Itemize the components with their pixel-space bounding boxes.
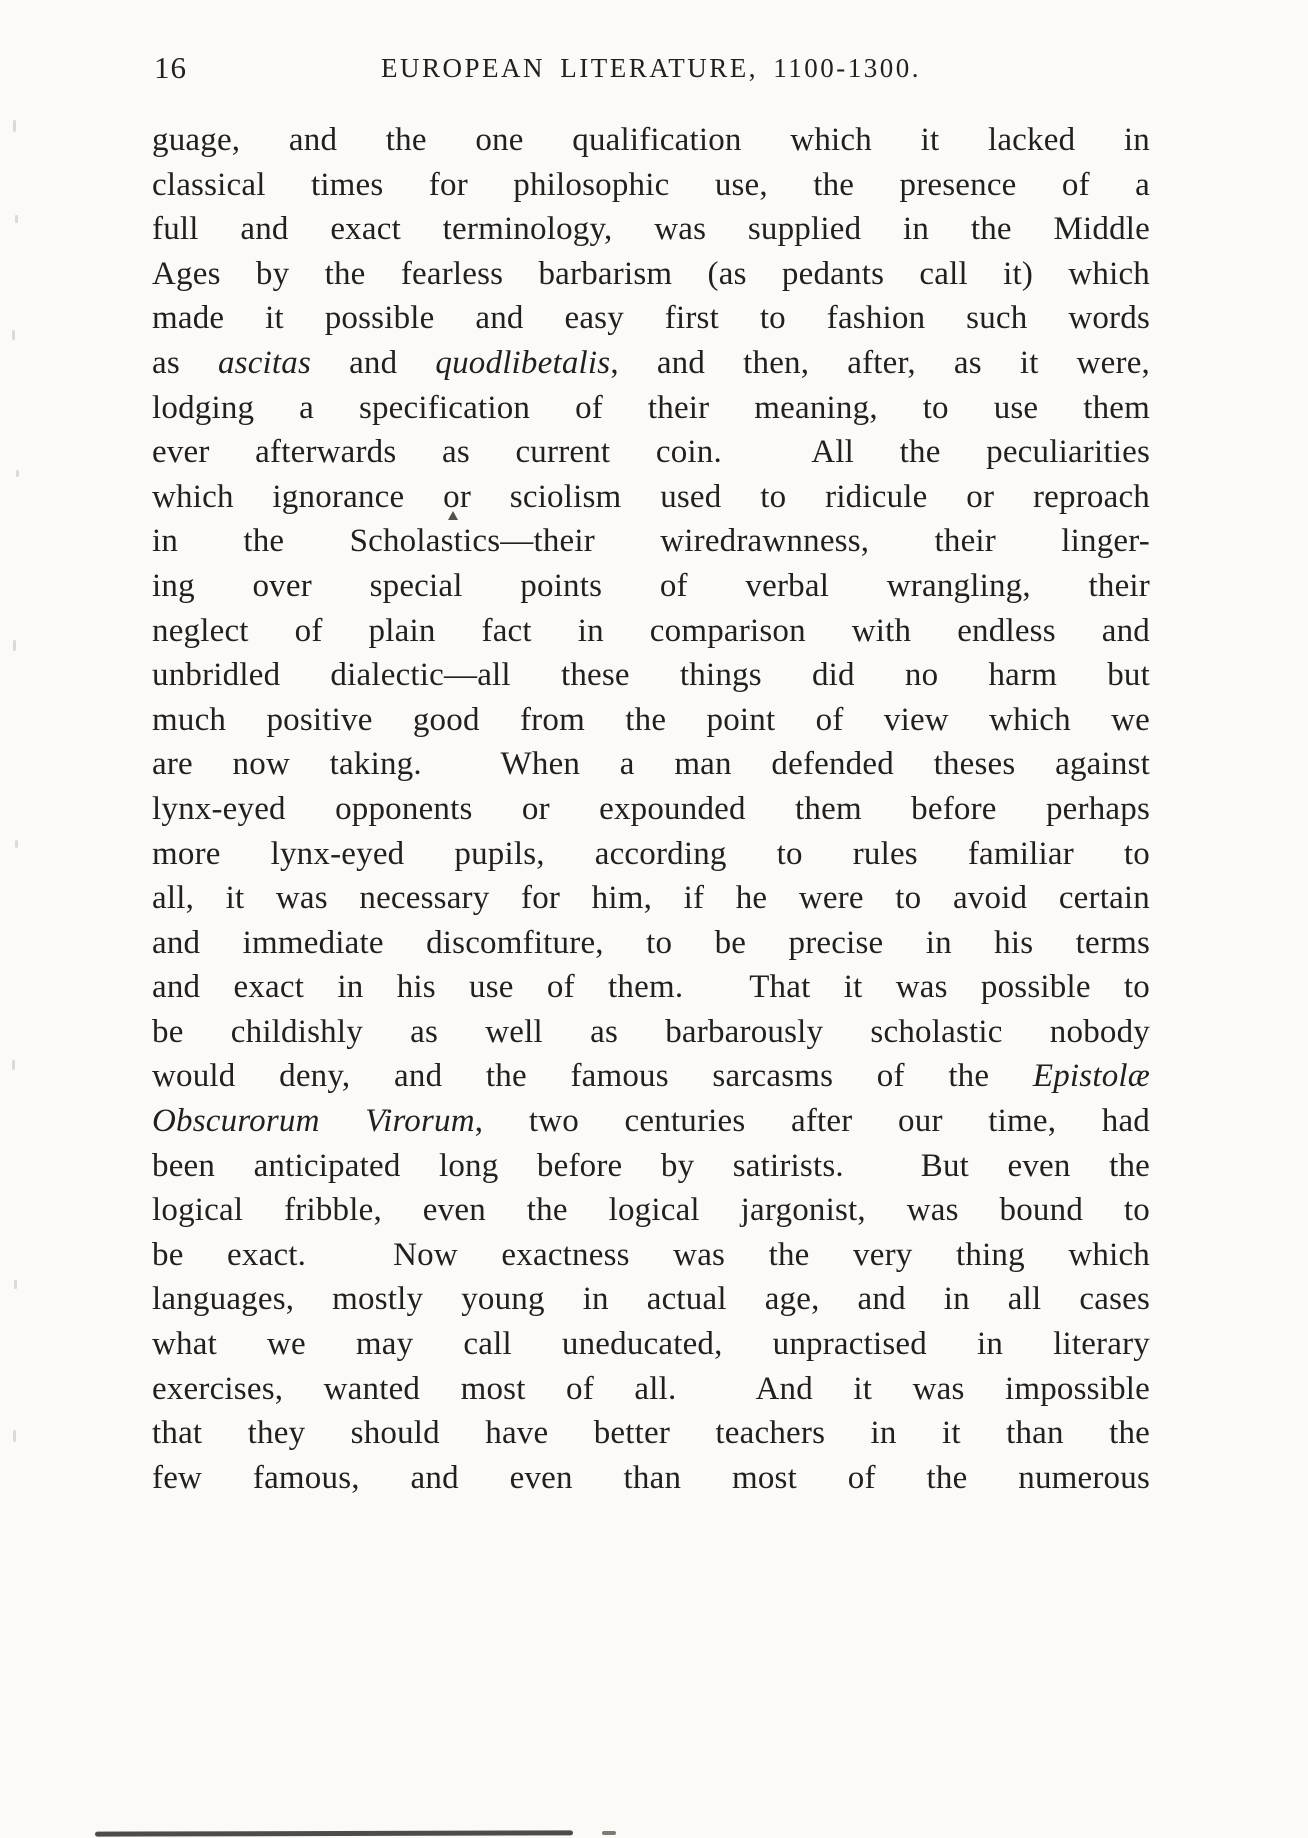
text-segment: made it possible and easy first to fashion such words xyxy=(152,300,1150,337)
text-segment: lodging a specification of their meaning, to use them xyxy=(152,389,1150,426)
running-header: EUROPEAN LITERATURE, 1100-1300. xyxy=(381,53,921,83)
text-line xyxy=(152,1054,1150,1099)
text-segment: would deny, and the famous sarcasms of the xyxy=(152,1058,1033,1095)
scan-artifact-speck xyxy=(602,1831,616,1835)
page-number: 16 xyxy=(154,50,187,85)
text-segment: that they should have better teachers in it than the xyxy=(152,1415,1150,1452)
text-segment: in the Scholastics—their wiredrawnness, their linger- xyxy=(152,523,1150,560)
text-segment: languages, mostly young in actual age, and in all cases xyxy=(152,1281,1150,1318)
text-line xyxy=(152,341,1150,386)
scan-speck xyxy=(13,640,16,651)
text-line xyxy=(152,252,1150,297)
scan-speck xyxy=(12,1060,15,1070)
text-segment: be exact. Now exactness was the very thing which xyxy=(152,1236,1150,1273)
text-segment: and exact in his use of them. That it was possible to xyxy=(152,969,1150,1006)
scan-speck xyxy=(12,330,15,340)
text-segment: as xyxy=(152,344,218,381)
text-line xyxy=(152,832,1150,877)
body-text xyxy=(152,118,1150,1500)
scan-speck xyxy=(15,215,18,223)
text-segment: guage, and the one qualification which it lacked in xyxy=(152,122,1150,158)
text-segment: and immediate discomfiture, to be precise in his terms xyxy=(152,924,1150,961)
print-artifact-caret xyxy=(448,511,458,520)
text-line xyxy=(152,118,1150,163)
text-line xyxy=(152,1411,1150,1456)
text-segment: Ages by the fearless barbarism (as pedants call it) which xyxy=(152,255,1150,292)
text-line xyxy=(152,163,1150,208)
text-segment: unbridled dialectic—all these things did no harm but xyxy=(152,657,1150,694)
text-segment: all, it was necessary for him, if he were to avoid certain xyxy=(152,880,1150,917)
text-line xyxy=(152,1010,1150,1055)
text-line xyxy=(152,1367,1150,1412)
scan-speck xyxy=(13,1430,16,1442)
text-segment: ing over special points of verbal wrangling, their xyxy=(152,567,1150,604)
text-segment: and xyxy=(311,344,436,381)
text-segment: more lynx-eyed pupils, according to rules familiar to xyxy=(152,835,1150,872)
text-line xyxy=(152,475,1150,520)
text-segment: , and then, after, as it were, xyxy=(610,344,1150,381)
text-segment: which ignorance or sciolism used to ridicule or reproach xyxy=(152,478,1150,515)
text-line xyxy=(152,1099,1150,1144)
text-line xyxy=(152,207,1150,252)
text-line xyxy=(152,296,1150,341)
text-segment: quodlibetalis xyxy=(435,344,611,381)
text-segment: Epistolæ xyxy=(1032,1058,1150,1095)
scan-speck xyxy=(13,120,16,132)
text-line xyxy=(152,965,1150,1010)
text-segment: what we may call uneducated, unpractised in literary xyxy=(152,1326,1150,1363)
text-segment: lynx-eyed opponents or expounded them before perhaps xyxy=(152,790,1150,827)
text-line xyxy=(152,653,1150,698)
text-line xyxy=(152,742,1150,787)
text-line xyxy=(152,564,1150,609)
scan-artifact-bottom-edge xyxy=(95,1830,573,1836)
page-header xyxy=(152,50,1150,90)
text-segment: be childishly as well as barbarously scholastic nobody xyxy=(152,1013,1150,1050)
text-segment: been anticipated long before by satirists. But even the xyxy=(152,1147,1150,1184)
text-line xyxy=(152,1144,1150,1189)
text-segment: exercises, wanted most of all. And it was impossible xyxy=(152,1370,1150,1407)
text-segment: few famous, and even than most of the numerous xyxy=(152,1459,1150,1496)
text-line xyxy=(152,609,1150,654)
text-segment: much positive good from the point of view which we xyxy=(152,701,1150,738)
text-line xyxy=(152,698,1150,743)
text-segment: full and exact terminology, was supplied in the Middle xyxy=(152,211,1150,248)
text-segment: are now taking. When a man defended theses against xyxy=(152,746,1150,783)
text-line xyxy=(152,787,1150,832)
text-line xyxy=(152,1456,1150,1501)
text-line xyxy=(152,921,1150,966)
text-line xyxy=(152,1322,1150,1367)
text-line xyxy=(152,1277,1150,1322)
scan-speck xyxy=(16,470,19,477)
text-line xyxy=(152,519,1150,564)
text-segment: ascitas xyxy=(217,344,312,381)
text-segment: , two centuries after our time, had xyxy=(474,1103,1150,1140)
text-segment: classical times for philosophic use, the presence of a xyxy=(152,166,1150,203)
text-line xyxy=(152,430,1150,475)
text-segment: Obscurorum Virorum xyxy=(152,1103,475,1140)
text-line xyxy=(152,1233,1150,1278)
text-segment: logical fribble, even the logical jargonist, was bound to xyxy=(152,1192,1150,1229)
text-line xyxy=(152,1188,1150,1233)
text-segment: ever afterwards as current coin. All the peculiarities xyxy=(152,434,1150,471)
text-line xyxy=(152,876,1150,921)
text-segment: neglect of plain fact in comparison with endless and xyxy=(152,612,1150,649)
text-line xyxy=(152,386,1150,431)
scan-speck xyxy=(15,840,18,848)
scan-speck xyxy=(14,1280,17,1289)
